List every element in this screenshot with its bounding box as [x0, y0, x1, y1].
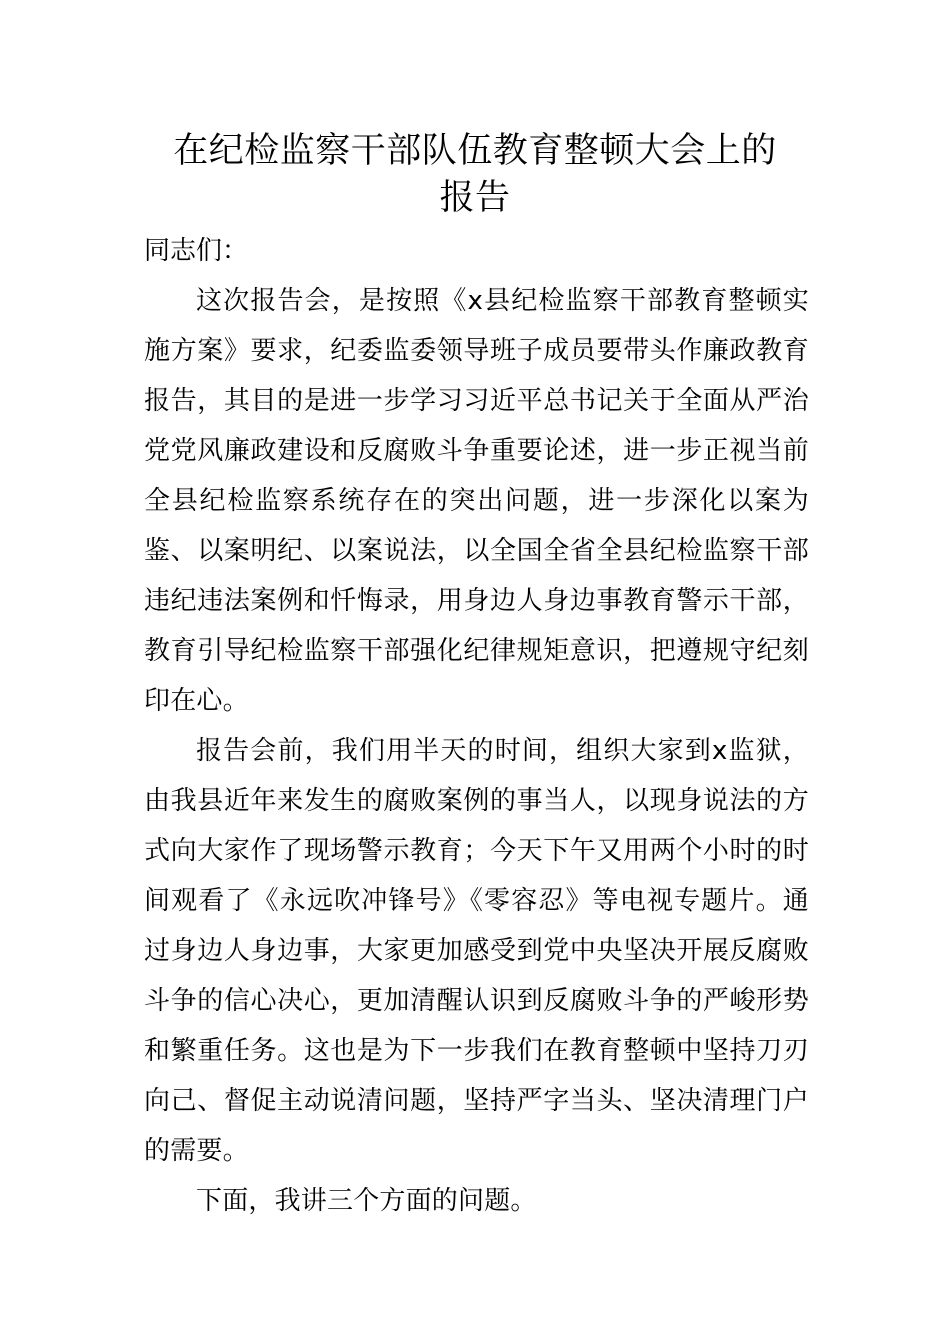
paragraph-2: 报告会前，我们用半天的时间，组织大家到x监狱，由我县近年来发生的腐败案例的事当人，以现身说法的方式向大家作了现场警示教育；今天下午又用两个小时的时间观看了《永远吹冲锋号》《零容忍》等电视专题片。通过身边人身边事，大家更加感受到党中央坚决开展反腐败斗争的信心决心，更加清醒认识到反腐败斗争的严峻形势和繁重任务。这也是为下一步我们在教育整顿中坚持刀刃向己、督促主动说清问题，坚持严字当头、坚决清理门户的需要。	[144, 736, 809, 1166]
paragraph-1: 这次报告会，是按照《x县纪检监察干部教育整顿实施方案》要求，纪委监委领导班子成员要带头作廉政教育报告，其目的是进一步学习习近平总书记关于全面从严治党党风廉政建设和反腐败斗争重要论述，进一步正视当前全县纪检监察系统存在的突出问题，进一步深化以案为鉴、以案明纪、以案说法，以全国全省全县纪检监察干部违纪违法案例和忏悔录，用身边人身边事教育警示干部，教育引导纪检监察干部强化纪律规矩意识，把遵规守纪刻印在心。	[144, 286, 809, 716]
title-line-1: 在纪检监察干部队伍教育整顿大会上的	[173, 131, 777, 171]
title-line-2: 报告	[439, 178, 511, 218]
salutation: 同志们：	[144, 236, 249, 266]
paragraph-3: 下面，我讲三个方面的问题。	[196, 1186, 537, 1216]
document-title	[120, 128, 830, 222]
document-body	[144, 226, 809, 1226]
